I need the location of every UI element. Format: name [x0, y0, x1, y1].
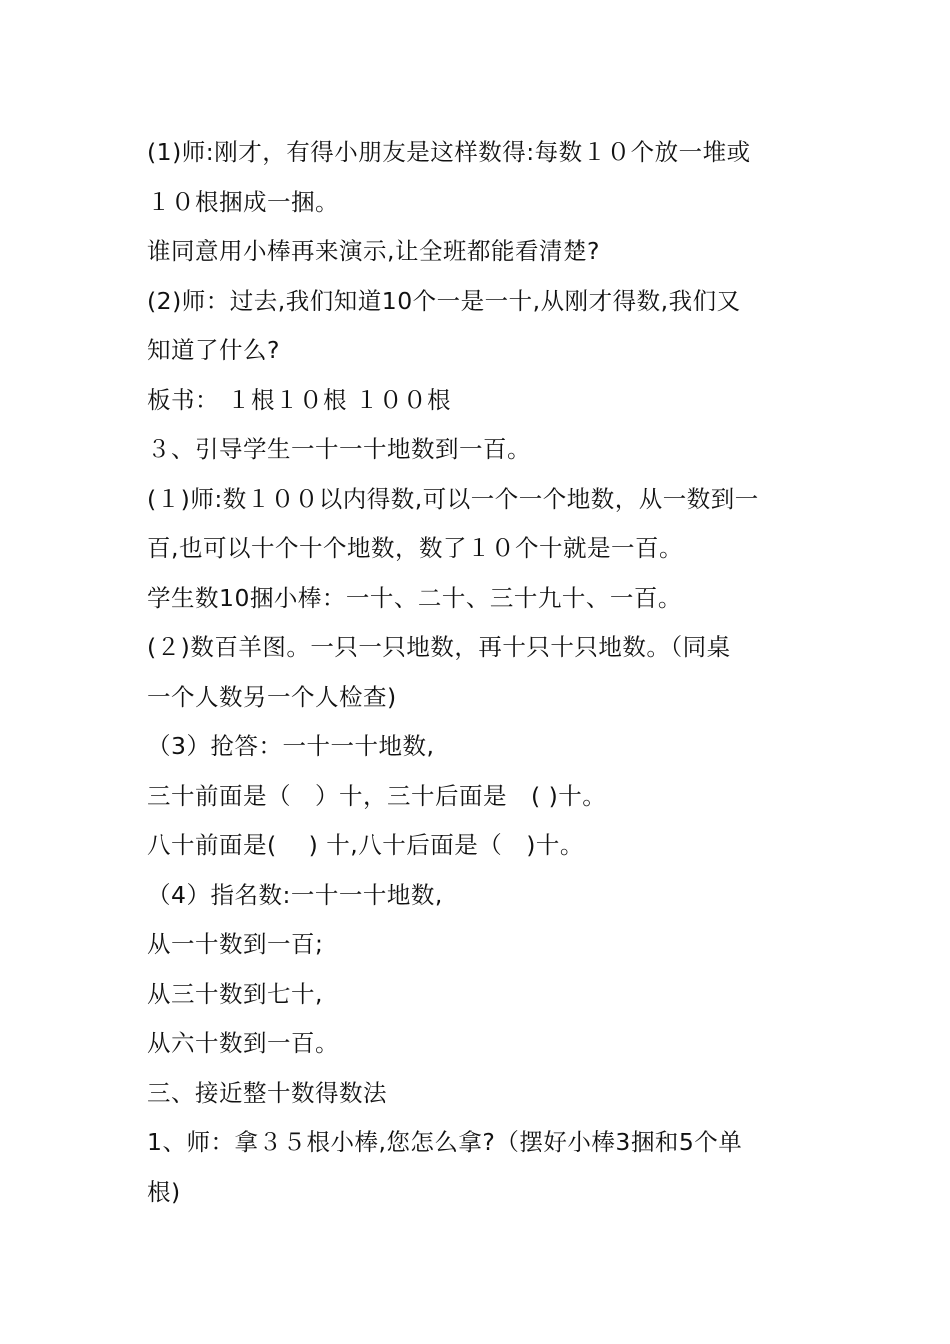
- text-line: ３、引导学生一十一十地数到一百。: [147, 435, 531, 463]
- text-line: 百,也可以十个十个地数，数了１０个十就是一百。: [147, 534, 683, 562]
- text-line: (１)师:数１００以内得数,可以一个一个地数，从一数到一: [147, 484, 759, 513]
- text-line: 八十前面是( ) 十,八十后面是（ )十。: [147, 831, 584, 859]
- text-line: 从一十数到一百;: [147, 930, 324, 958]
- text-line: 知道了什么?: [147, 336, 280, 364]
- text-line: 三、接近整十数得数法: [147, 1078, 387, 1107]
- text-line: 三十前面是（ ）十，三十后面是 ( )十。: [147, 781, 607, 810]
- text-line: 根): [147, 1177, 181, 1206]
- text-line: (２)数百羊图。一只一只地数，再十只十只地数。（同桌: [147, 633, 731, 661]
- document-body: [147, 128, 827, 1217]
- text-line: （4）指名数:一十一十地数,: [147, 880, 443, 909]
- text-line: 一个人数另一个人检查): [147, 682, 397, 711]
- text-line: （3）抢答：一十一十地数,: [147, 732, 435, 760]
- text-line: 学生数10捆小棒：一十、二十、三十九十、一百。: [147, 583, 682, 612]
- text-line: １０根捆成一捆。: [147, 187, 339, 216]
- text-line: (2)师：过去,我们知道10个一是一十,从刚才得数,我们又: [147, 286, 741, 315]
- text-line: 从六十数到一百。: [147, 1029, 339, 1057]
- text-line: 板书： １根１０根 １００根: [147, 385, 451, 414]
- text-line: 谁同意用小棒再来演示,让全班都能看清楚?: [147, 237, 600, 265]
- text-line: (1)师:刚才，有得小朋友是这样数得:每数１０个放一堆或: [147, 138, 751, 166]
- text-line: 从三十数到七十,: [147, 979, 323, 1008]
- text-line: 1、师：拿３５根小棒,您怎么拿?（摆好小棒3捆和5个单: [147, 1128, 743, 1156]
